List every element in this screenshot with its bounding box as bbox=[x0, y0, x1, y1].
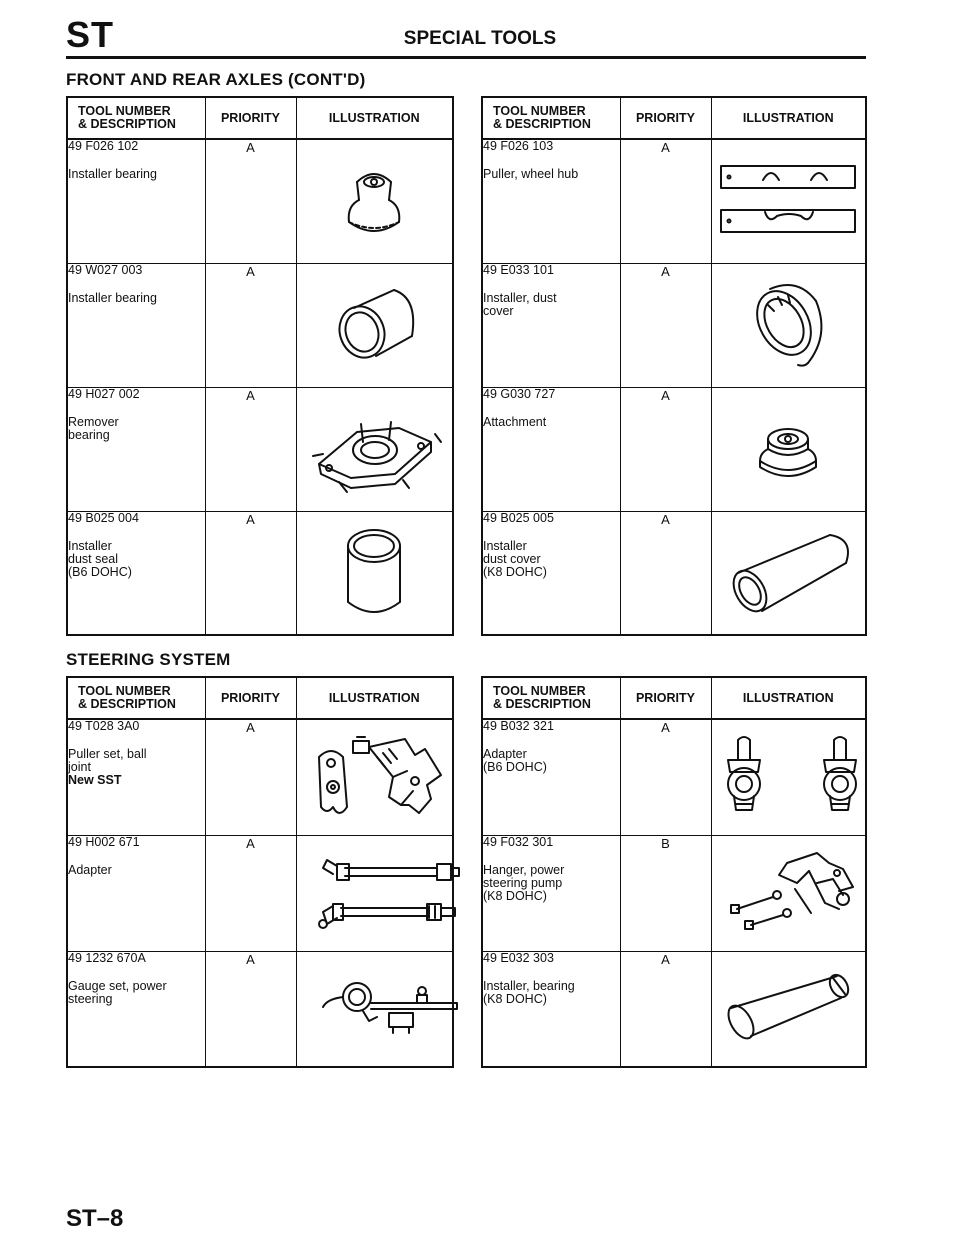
page-title: SPECIAL TOOLS bbox=[403, 28, 557, 49]
table-row bbox=[67, 387, 453, 511]
ring-installer-icon bbox=[712, 275, 866, 375]
tool-description: Puller, wheel hub bbox=[483, 167, 579, 181]
tool-cell bbox=[482, 835, 620, 951]
tool-priority: A bbox=[620, 719, 711, 835]
tool-cell bbox=[67, 835, 205, 951]
tool-cell bbox=[67, 719, 205, 835]
tool-description: Gauge set, power steering bbox=[68, 978, 167, 1006]
header-priority: PRIORITY bbox=[205, 677, 296, 719]
table-header bbox=[482, 97, 866, 139]
tool-description: Installer bearing bbox=[68, 167, 157, 181]
header-illustration: ILLUSTRATION bbox=[711, 97, 866, 139]
header-priority: PRIORITY bbox=[620, 97, 711, 139]
header-illustration: ILLUSTRATION bbox=[296, 97, 453, 139]
tool-number: 49 B025 004 bbox=[68, 510, 139, 525]
table-row bbox=[482, 263, 866, 387]
table-row bbox=[67, 139, 453, 263]
tool-cell bbox=[482, 139, 620, 263]
tool-number: 49 E033 101 bbox=[483, 262, 554, 277]
tool-priority: A bbox=[620, 263, 711, 387]
table-row bbox=[67, 719, 453, 835]
nozzle-adapter-icon bbox=[712, 732, 866, 822]
tool-number: 49 W027 003 bbox=[68, 262, 143, 277]
ball-joint-puller-icon bbox=[297, 727, 453, 827]
header-illustration: ILLUSTRATION bbox=[296, 677, 453, 719]
tool-cell bbox=[482, 387, 620, 511]
tube-installer-icon bbox=[712, 523, 866, 623]
tool-description: Installer dust cover (K8 DOHC) bbox=[483, 538, 547, 579]
bearing-tube-installer-icon bbox=[712, 964, 866, 1054]
table-row bbox=[67, 835, 453, 951]
tool-priority: A bbox=[205, 139, 296, 263]
tool-description: Installer, dust cover bbox=[483, 290, 557, 318]
tool-illustration bbox=[296, 263, 453, 387]
tool-illustration bbox=[711, 719, 866, 835]
header-tool-number: TOOL NUMBER & DESCRIPTION bbox=[67, 677, 205, 719]
table-header bbox=[482, 677, 866, 719]
tool-number: 49 F026 102 bbox=[68, 139, 139, 153]
tool-number: 49 1232 670A bbox=[68, 950, 146, 965]
table-row bbox=[482, 951, 866, 1067]
tool-description: Adapter (B6 DOHC) bbox=[483, 747, 547, 774]
tool-cell bbox=[482, 263, 620, 387]
bearing-installer-cap-icon bbox=[297, 156, 453, 246]
tool-priority: A bbox=[205, 263, 296, 387]
tool-table-axles-right bbox=[481, 96, 867, 636]
tool-cell bbox=[67, 951, 205, 1067]
tool-illustration bbox=[296, 387, 453, 511]
cylinder-installer-icon bbox=[297, 280, 453, 370]
tool-description: Installer bearing bbox=[68, 290, 157, 305]
table-header bbox=[67, 97, 453, 139]
tool-priority: A bbox=[205, 951, 296, 1067]
table-row bbox=[482, 835, 866, 951]
tool-illustration bbox=[711, 263, 866, 387]
section-heading-steering: STEERING SYSTEM bbox=[66, 650, 231, 669]
tool-illustration bbox=[296, 951, 453, 1067]
table-header bbox=[67, 677, 453, 719]
section-heading-axles: FRONT AND REAR AXLES (CONT'D) bbox=[66, 70, 366, 89]
tool-priority: B bbox=[620, 835, 711, 951]
tool-illustration bbox=[296, 835, 453, 951]
section-code: ST bbox=[66, 14, 115, 55]
table-row bbox=[67, 951, 453, 1067]
tool-number: 49 B032 321 bbox=[483, 719, 554, 733]
tool-number: 49 F026 103 bbox=[483, 139, 554, 153]
tool-cell bbox=[67, 511, 205, 635]
tool-number: 49 T028 3A0 bbox=[68, 719, 140, 733]
pump-hanger-icon bbox=[712, 843, 866, 943]
table-row bbox=[482, 719, 866, 835]
tool-cell bbox=[67, 387, 205, 511]
tool-description: Hanger, power steering pump (K8 DOHC) bbox=[483, 862, 565, 903]
tool-illustration bbox=[711, 951, 866, 1067]
tool-priority: A bbox=[620, 139, 711, 263]
tool-illustration bbox=[296, 719, 453, 835]
tool-number: 49 G030 727 bbox=[483, 386, 556, 401]
table-row bbox=[67, 511, 453, 635]
tool-priority: A bbox=[205, 835, 296, 951]
hose-adapter-icon bbox=[297, 848, 453, 938]
tool-illustration bbox=[711, 511, 866, 635]
tool-description: Puller set, ball joint bbox=[68, 747, 147, 774]
tool-illustration bbox=[711, 387, 866, 511]
tool-note: New SST bbox=[68, 773, 122, 787]
tool-number: 49 E032 303 bbox=[483, 950, 554, 965]
tool-priority: A bbox=[620, 387, 711, 511]
split-plate-remover-icon bbox=[297, 402, 453, 497]
tool-illustration bbox=[296, 511, 453, 635]
tool-description: Installer, bearing (K8 DOHC) bbox=[483, 978, 575, 1006]
cup-installer-icon bbox=[297, 520, 453, 625]
attachment-icon bbox=[712, 409, 866, 489]
tool-table-axles-left bbox=[66, 96, 454, 636]
tool-table-steering-left bbox=[66, 676, 454, 1068]
tool-illustration bbox=[711, 835, 866, 951]
table-row bbox=[67, 263, 453, 387]
header-tool-number: TOOL NUMBER & DESCRIPTION bbox=[482, 97, 620, 139]
tool-table-steering-right bbox=[481, 676, 867, 1068]
tool-description: Installer dust seal (B6 DOHC) bbox=[68, 538, 132, 579]
pressure-gauge-icon bbox=[297, 969, 453, 1049]
tool-priority: A bbox=[620, 951, 711, 1067]
tool-cell bbox=[482, 511, 620, 635]
tool-number: 49 H027 002 bbox=[68, 386, 140, 401]
wheel-hub-puller-icon bbox=[712, 156, 866, 246]
table-row bbox=[482, 387, 866, 511]
tool-illustration bbox=[711, 139, 866, 263]
tool-cell bbox=[67, 263, 205, 387]
tool-priority: A bbox=[620, 511, 711, 635]
header-priority: PRIORITY bbox=[620, 677, 711, 719]
table-row bbox=[482, 139, 866, 263]
header-tool-number: TOOL NUMBER & DESCRIPTION bbox=[482, 677, 620, 719]
tool-description: Adapter bbox=[68, 862, 112, 877]
header-priority: PRIORITY bbox=[205, 97, 296, 139]
header-rule bbox=[66, 56, 866, 59]
tool-cell bbox=[482, 951, 620, 1067]
header-tool-number: TOOL NUMBER & DESCRIPTION bbox=[67, 97, 205, 139]
page-number: ST–8 bbox=[66, 1205, 124, 1232]
tool-illustration bbox=[296, 139, 453, 263]
tool-priority: A bbox=[205, 387, 296, 511]
tool-description: Attachment bbox=[483, 414, 547, 429]
tool-number: 49 B025 005 bbox=[483, 510, 554, 525]
tool-cell bbox=[67, 139, 205, 263]
tool-priority: A bbox=[205, 511, 296, 635]
tool-cell bbox=[482, 719, 620, 835]
tool-description: Remover bearing bbox=[68, 414, 119, 442]
tool-priority: A bbox=[205, 719, 296, 835]
header-illustration: ILLUSTRATION bbox=[711, 677, 866, 719]
tool-number: 49 H002 671 bbox=[68, 834, 140, 849]
table-row bbox=[482, 511, 866, 635]
tool-number: 49 F032 301 bbox=[483, 834, 554, 849]
